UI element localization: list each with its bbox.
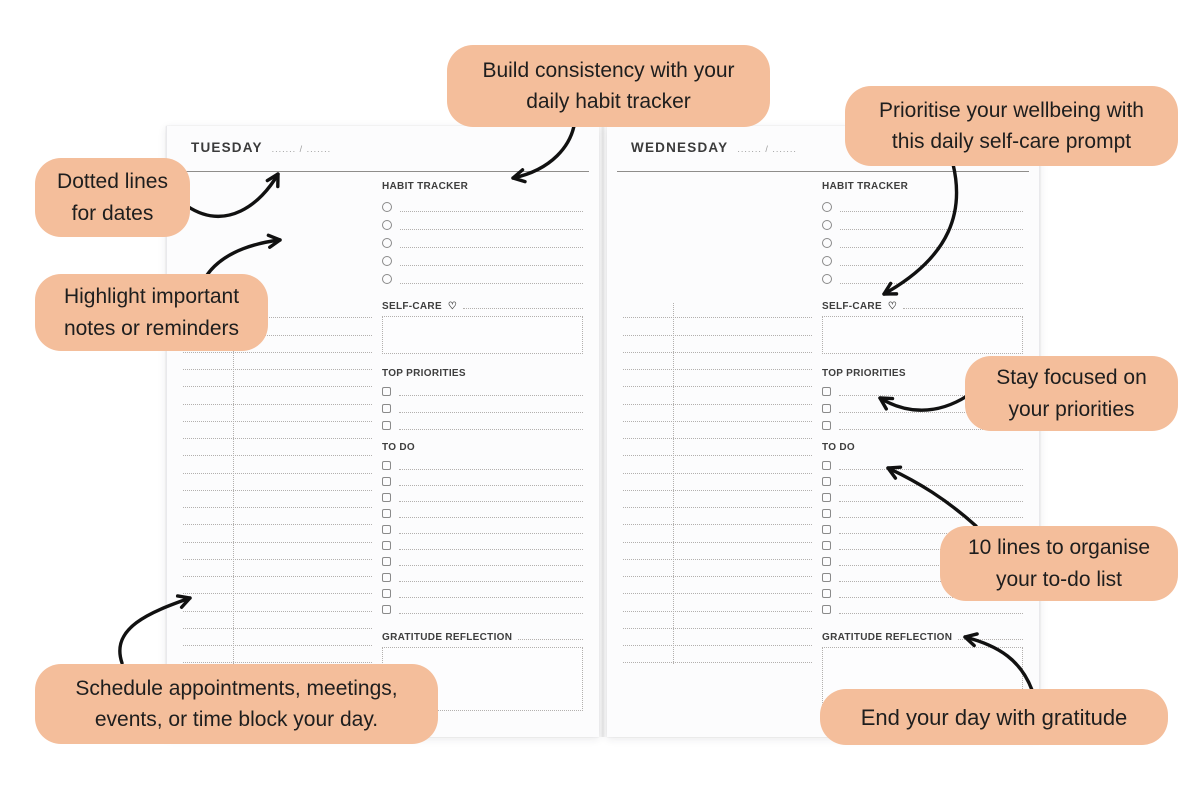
planner-page-wednesday [607,126,1040,737]
habit-row [822,234,1023,252]
checkbox [382,493,391,502]
to-do-heading: TO DO [822,442,855,453]
checkbox [382,605,391,614]
schedule-lines [183,301,372,663]
planner-spread [166,126,1040,737]
schedule-line [183,370,372,387]
habit-row [822,198,1023,216]
habit-tracker-heading: HABIT TRACKER [822,181,909,192]
dotted-line [399,533,583,534]
radiant-heart-icon: ♡ [887,301,898,312]
schedule-line [623,491,812,508]
schedule-line [623,525,812,542]
checkbox [822,387,831,396]
todo-row [382,585,583,601]
checkbox [382,525,391,534]
dotted-line [839,469,1023,470]
schedule-line [623,439,812,456]
checkbox [382,461,391,470]
dotted-line [840,265,1023,266]
planner-page-tuesday [166,126,599,737]
schedule-time-divider [673,303,674,664]
top-priorities-heading: TOP PRIORITIES [382,368,466,379]
habit-row [382,270,583,288]
schedule-column [623,301,812,664]
callout-dotted-dates [35,158,190,237]
habit-circle [822,220,832,230]
dotted-line [399,501,583,502]
checkbox [822,557,831,566]
todo-row [382,553,583,569]
checkbox [822,477,831,486]
dotted-line [399,517,583,518]
schedule-line [623,422,812,439]
radiant-heart-icon: ♡ [447,301,458,312]
schedule-line [623,301,812,318]
callout-text: Schedule appointments, meetings, events, or time block your day. [75,676,398,731]
page-header [191,140,331,155]
habit-tracker-rows [822,198,1023,288]
habit-circle [382,274,392,284]
schedule-line [623,353,812,370]
schedule-line [623,560,812,577]
schedule-line [623,543,812,560]
callout-gratitude [820,689,1168,745]
callout-priorities [965,356,1178,431]
todo-row [822,473,1023,489]
habit-tracker-heading: HABIT TRACKER [382,181,469,192]
schedule-line [623,318,812,335]
header-rule [177,171,589,172]
callout-text: Stay focused on your priorities [996,366,1147,421]
schedule-line [623,405,812,422]
top-priorities-heading: TOP PRIORITIES [822,368,906,379]
callout-text: Highlight important notes or reminders [63,285,240,340]
book-spine [599,126,607,737]
schedule-lines [623,301,812,663]
schedule-line [623,577,812,594]
dotted-line [400,229,583,230]
habit-circle [382,202,392,212]
habit-row [382,198,583,216]
habit-circle [822,202,832,212]
todo-row [822,505,1023,521]
header-rule [617,171,1029,172]
day-label: WEDNESDAY [631,140,729,155]
schedule-line [183,646,372,663]
todo-row [822,457,1023,473]
date-dotted-lines: ....... / ....... [737,144,797,154]
callout-todo-list [940,526,1178,601]
priority-row [382,383,583,400]
dotted-line [400,283,583,284]
page-header [631,140,797,155]
schedule-column [183,301,372,664]
sections-column [382,181,583,711]
schedule-line [183,491,372,508]
checkbox [822,421,831,430]
checkbox [822,589,831,598]
checkbox [382,421,391,430]
schedule-line [623,456,812,473]
day-label: TUESDAY [191,140,263,155]
checkbox [822,461,831,470]
schedule-line [183,612,372,629]
schedule-line [183,456,372,473]
schedule-line [183,439,372,456]
self-care-box [382,316,583,354]
schedule-line [623,336,812,353]
habit-row [382,234,583,252]
schedule-line [623,474,812,491]
callout-text: 10 lines to organise your to-do list [967,536,1151,591]
checkbox [382,387,391,396]
dotted-line [399,429,583,430]
habit-circle [822,274,832,284]
checkbox [382,573,391,582]
checkbox [822,525,831,534]
habit-row [822,252,1023,270]
dotted-line [839,613,1023,614]
callout-habit-tracker [447,45,770,127]
checkbox [382,477,391,486]
date-dotted-lines: ....... / ....... [271,144,332,154]
schedule-time-divider [233,303,234,664]
callout-text: Prioritise your wellbeing with this daily self-care prompt [879,98,1144,153]
priority-row [382,417,583,434]
schedule-line [183,629,372,646]
checkbox [382,589,391,598]
schedule-line [623,370,812,387]
schedule-line [183,405,372,422]
todo-row [382,473,583,489]
checkbox [822,404,831,413]
todo-row [382,489,583,505]
habit-row [382,252,583,270]
dotted-line [839,501,1023,502]
schedule-line [183,474,372,491]
dotted-line [839,485,1023,486]
dotted-line [840,211,1023,212]
schedule-line [183,560,372,577]
schedule-line [183,577,372,594]
habit-row [382,216,583,234]
todo-row [382,601,583,617]
to-do-heading: TO DO [382,442,415,453]
todo-row [822,601,1023,617]
gratitude-heading [822,632,1023,644]
sections-column [822,181,1023,711]
habit-circle [382,256,392,266]
schedule-line [623,612,812,629]
dotted-filler [463,308,583,309]
schedule-line [623,646,812,663]
schedule-line [623,629,812,646]
schedule-line [183,353,372,370]
priority-row [382,400,583,417]
self-care-label: SELF-CARE [382,301,442,312]
dotted-line [399,581,583,582]
dotted-line [840,247,1023,248]
gratitude-label: GRATITUDE REFLECTION [822,632,953,643]
dotted-line [399,395,583,396]
checkbox [822,493,831,502]
todo-row [382,457,583,473]
dotted-line [839,517,1023,518]
dotted-line [840,283,1023,284]
todo-row [822,489,1023,505]
habit-circle [382,238,392,248]
self-care-box [822,316,1023,354]
dotted-line [399,485,583,486]
checkbox [382,509,391,518]
callout-notes-reminders [35,274,268,351]
to-do-rows [382,457,583,617]
schedule-line [183,422,372,439]
callout-text: Dotted lines for dates [57,170,168,225]
schedule-line [183,525,372,542]
self-care-heading [822,301,1023,313]
schedule-line [183,594,372,611]
dotted-line [399,597,583,598]
habit-tracker-rows [382,198,583,288]
dotted-line [399,412,583,413]
dotted-line [399,565,583,566]
checkbox [382,404,391,413]
checkbox [822,509,831,518]
dotted-filler [958,639,1023,640]
habit-circle [822,256,832,266]
dotted-filler [518,639,583,640]
todo-row [382,537,583,553]
checkbox [822,541,831,550]
checkbox [822,573,831,582]
gratitude-heading [382,632,583,644]
habit-row [822,270,1023,288]
schedule-line [183,508,372,525]
schedule-line [623,594,812,611]
habit-circle [822,238,832,248]
todo-row [382,521,583,537]
schedule-line [623,508,812,525]
self-care-label: SELF-CARE [822,301,882,312]
gratitude-label: GRATITUDE REFLECTION [382,632,513,643]
callout-text: End your day with gratitude [860,704,1128,730]
dotted-line [399,549,583,550]
schedule-line [183,543,372,560]
callout-text: Build consistency with your daily habit tracker [482,58,735,113]
schedule-line [183,387,372,404]
dotted-line [400,247,583,248]
dotted-line [840,229,1023,230]
dotted-line [400,211,583,212]
self-care-heading [382,301,583,313]
habit-circle [382,220,392,230]
schedule-line [623,387,812,404]
dotted-filler [903,308,1023,309]
callout-self-care [845,86,1178,166]
habit-row [822,216,1023,234]
checkbox [822,605,831,614]
todo-row [382,569,583,585]
dotted-line [399,613,583,614]
callout-schedule [35,664,438,744]
dotted-line [400,265,583,266]
dotted-line [399,469,583,470]
checkbox [382,541,391,550]
checkbox [382,557,391,566]
todo-row [382,505,583,521]
top-priorities-rows [382,383,583,434]
